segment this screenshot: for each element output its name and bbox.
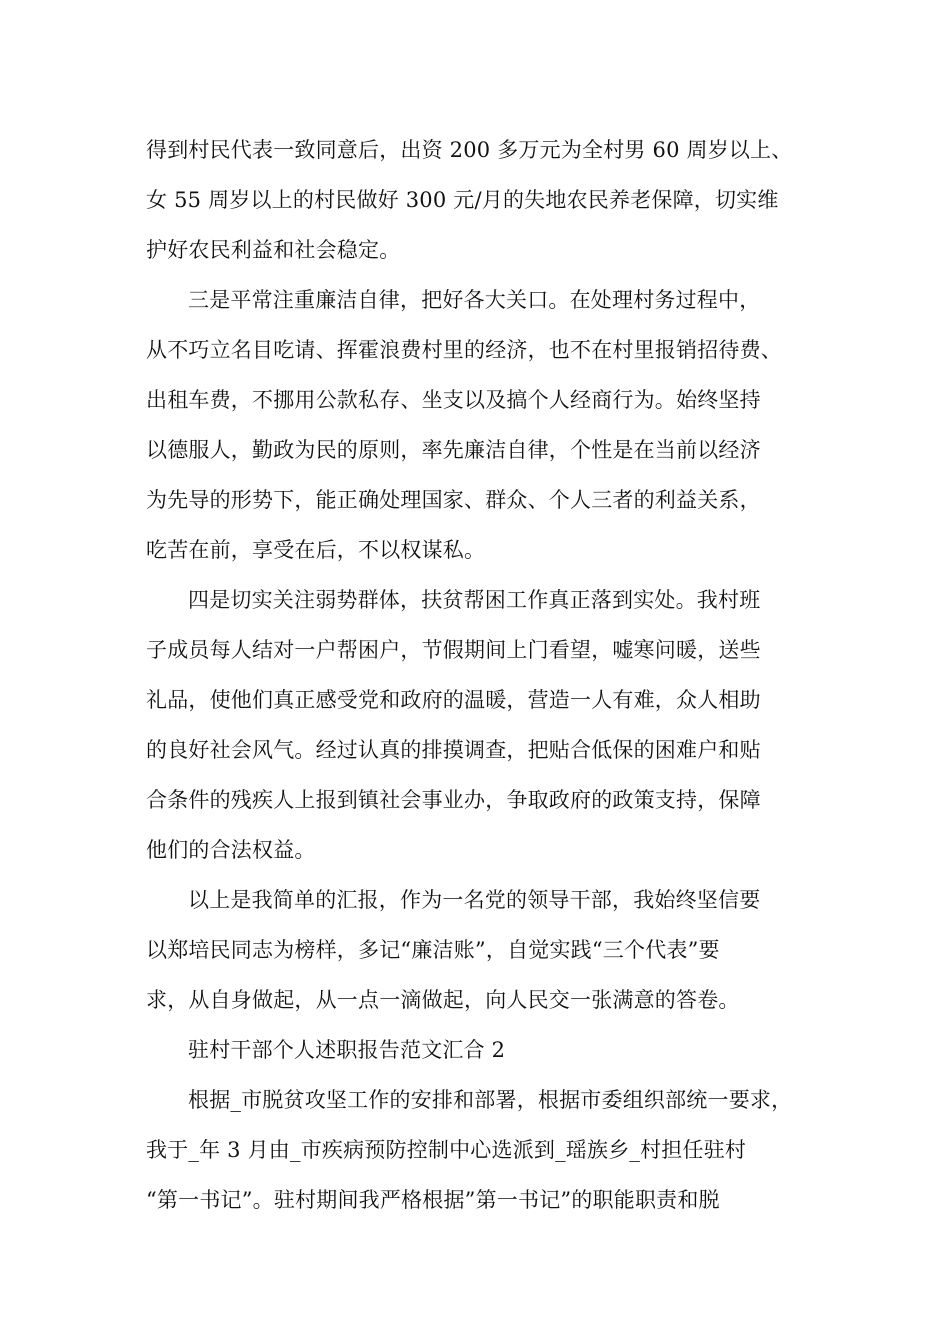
text-line: 我于_年 3 月由_市疾病预防控制中心选派到_瑶族乡_村担任驻村	[146, 1138, 747, 1162]
text-line: 子成员每人结对一户帮困户，节假期间上门看望，嘘寒问暖，送些	[146, 638, 761, 662]
text-line: 的良好社会风气。经过认真的排摸调查，把贴合低保的困难户和贴	[146, 738, 761, 762]
text-line: 为先导的形势下，能正确处理国家、群众、个人三者的利益关系，	[146, 488, 761, 512]
text-line: 以郑培民同志为榜样，多记“廉洁账”，自觉实践“三个代表”要	[146, 938, 720, 962]
text-line: 三是平常注重廉洁自律，把好各大关口。在处理村务过程中，	[188, 288, 761, 312]
text-line: 合条件的残疾人上报到镇社会事业办，争取政府的政策支持，保障	[146, 788, 761, 812]
text-line: 以上是我简单的汇报，作为一名党的领导干部，我始终坚信要	[188, 888, 761, 912]
text-line: “第一书记”。驻村期间我严格根据”第一书记”的职能职责和脱	[146, 1188, 720, 1212]
text-line: 护好农民利益和社会稳定。	[146, 238, 401, 262]
text-line: 他们的合法权益。	[146, 838, 316, 862]
text-line: 得到村民代表一致同意后，出资 200 多万元为全村男 60 周岁以上、	[146, 138, 793, 162]
text-line: 以德服人，勤政为民的原则，率先廉洁自律，个性是在当前以经济	[146, 438, 761, 462]
text-line: 女 55 周岁以上的村民做好 300 元/月的失地农民养老保障，切实维	[146, 188, 779, 212]
text-line: 四是切实关注弱势群体，扶贫帮困工作真正落到实处。我村班	[188, 588, 761, 612]
text-line: 求，从自身做起，从一点一滴做起，向人民交一张满意的答卷。	[146, 988, 740, 1012]
section-heading: 驻村干部个人述职报告范文汇合 2	[188, 1038, 506, 1062]
text-line: 礼品，使他们真正感受党和政府的温暖，营造一人有难，众人相助	[146, 688, 761, 712]
text-line: 出租车费，不挪用公款私存、坐支以及搞个人经商行为。始终坚持	[146, 388, 761, 412]
text-line: 根据_市脱贫攻坚工作的安排和部署，根据市委组织部统一要求，	[188, 1088, 793, 1112]
text-line: 吃苦在前，享受在后，不以权谋私。	[146, 538, 486, 562]
text-line: 从不巧立名目吃请、挥霍浪费村里的经济，也不在村里报销招待费、	[146, 338, 782, 362]
